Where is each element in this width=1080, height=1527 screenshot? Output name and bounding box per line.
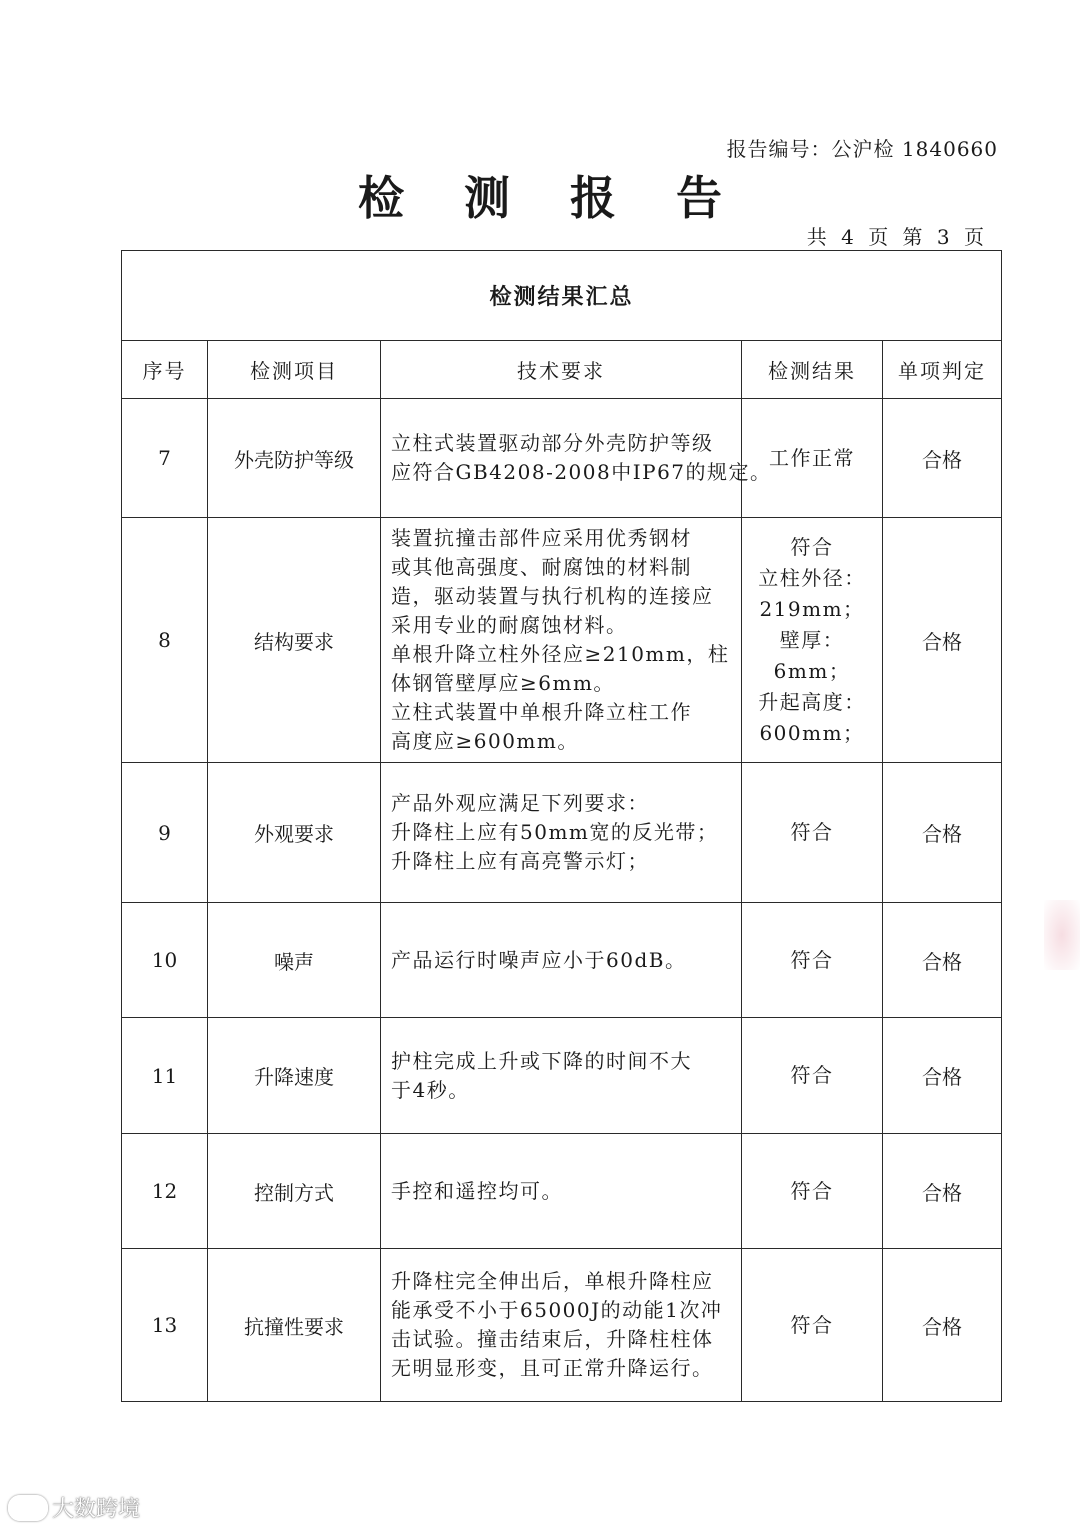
row-requirement bbox=[381, 903, 742, 1018]
row-requirement bbox=[381, 1018, 742, 1134]
row-verdict: 合格 bbox=[883, 763, 1002, 903]
result-line: 符合 bbox=[790, 1178, 834, 1203]
requirement-line: 或其他高强度、耐腐蚀的材料制 bbox=[391, 555, 692, 579]
row-verdict: 合格 bbox=[883, 518, 1002, 763]
requirement-line: 护柱完成上升或下降的时间不大 bbox=[391, 1048, 692, 1073]
row-result bbox=[742, 518, 883, 763]
row-number: 9 bbox=[122, 763, 208, 903]
row-item: 升降速度 bbox=[208, 1018, 381, 1134]
row-verdict: 合格 bbox=[883, 1249, 1002, 1402]
requirement-line: 高度应≥600mm。 bbox=[391, 729, 579, 753]
requirement-line: 采用专业的耐腐蚀材料。 bbox=[391, 613, 628, 637]
requirement-line: 立柱式装置驱动部分外壳防护等级 bbox=[391, 431, 714, 455]
requirement-line: 升降柱上应有高亮警示灯； bbox=[391, 849, 649, 873]
row-number: 8 bbox=[122, 518, 208, 763]
row-verdict: 合格 bbox=[883, 399, 1002, 518]
requirement-line: 装置抗撞击部件应采用优秀钢材 bbox=[391, 526, 692, 550]
table-row bbox=[122, 1249, 1002, 1402]
row-item: 外观要求 bbox=[208, 763, 381, 903]
result-line: 600mm； bbox=[759, 720, 865, 745]
row-number: 10 bbox=[122, 903, 208, 1018]
summary-title: 检测结果汇总 bbox=[122, 251, 1002, 341]
row-number: 11 bbox=[122, 1018, 208, 1134]
requirement-line: 立柱式装置中单根升降立柱工作 bbox=[391, 700, 692, 724]
row-verdict: 合格 bbox=[883, 903, 1002, 1018]
row-result bbox=[742, 399, 883, 518]
table-body bbox=[122, 399, 1002, 1402]
result-line: 符合 bbox=[790, 534, 834, 559]
row-requirement bbox=[381, 518, 742, 763]
row-item: 控制方式 bbox=[208, 1134, 381, 1249]
requirement-line: 单根升降立柱外径应≥210mm，柱 bbox=[391, 642, 730, 666]
result-line: 219mm； bbox=[759, 596, 865, 621]
result-line: 符合 bbox=[790, 1312, 834, 1337]
table-row bbox=[122, 1134, 1002, 1249]
requirement-line: 应符合GB4208-2008中IP67的规定。 bbox=[391, 460, 772, 484]
result-line: 符合 bbox=[790, 820, 834, 844]
row-number: 13 bbox=[122, 1249, 208, 1402]
watermark-text: 大数跨境 bbox=[52, 1497, 141, 1522]
column-header-requirement: 技术要求 bbox=[381, 341, 742, 399]
column-header-item: 检测项目 bbox=[208, 341, 381, 399]
requirement-line: 于4秒。 bbox=[391, 1077, 470, 1102]
requirement-line: 产品运行时噪声应小于60dB。 bbox=[391, 947, 687, 972]
table-row bbox=[122, 518, 1002, 763]
result-line: 符合 bbox=[790, 1063, 834, 1087]
result-line: 壁厚：6mm； bbox=[773, 627, 851, 683]
row-requirement bbox=[381, 1249, 742, 1402]
row-verdict: 合格 bbox=[883, 1018, 1002, 1134]
row-result bbox=[742, 903, 883, 1018]
row-requirement bbox=[381, 1134, 742, 1249]
result-line: 符合 bbox=[790, 947, 834, 972]
requirement-line: 产品外观应满足下列要求： bbox=[391, 791, 649, 815]
table-row bbox=[122, 399, 1002, 518]
table-row bbox=[122, 763, 1002, 903]
requirement-line: 升降柱上应有50mm宽的反光带； bbox=[391, 820, 719, 844]
requirement-line: 手控和遥控均可。 bbox=[391, 1178, 563, 1203]
row-result bbox=[742, 1249, 883, 1402]
row-number: 7 bbox=[122, 399, 208, 518]
page-count: 共 4 页 第 3 页 bbox=[806, 225, 988, 249]
requirement-line: 体钢管壁厚应≥6mm。 bbox=[391, 671, 615, 695]
row-requirement bbox=[381, 399, 772, 518]
document-title: 检 测 报 告 bbox=[357, 171, 745, 225]
row-item: 抗撞性要求 bbox=[208, 1249, 381, 1402]
requirement-line: 升降柱完全伸出后，单根升降柱应 bbox=[391, 1269, 714, 1293]
row-result bbox=[742, 763, 883, 903]
watermark-logo-icon bbox=[8, 1495, 48, 1521]
column-header-result: 检测结果 bbox=[742, 341, 883, 399]
row-item: 外壳防护等级 bbox=[208, 399, 381, 518]
row-verdict: 合格 bbox=[883, 1134, 1002, 1249]
table-row bbox=[122, 903, 1002, 1018]
result-line: 工作正常 bbox=[769, 445, 855, 470]
stamp-mark bbox=[1044, 900, 1080, 970]
row-result bbox=[742, 1018, 883, 1134]
requirement-line: 击试验。撞击结束后，升降柱柱体 bbox=[391, 1327, 714, 1351]
results-table bbox=[121, 250, 1002, 1402]
requirement-line: 能承受不小于65000J的动能1次冲 bbox=[391, 1298, 723, 1322]
row-item: 结构要求 bbox=[208, 518, 381, 763]
row-item: 噪声 bbox=[208, 903, 381, 1018]
column-header-no: 序号 bbox=[122, 341, 208, 399]
result-line: 立柱外径： bbox=[758, 565, 866, 590]
table-row bbox=[122, 1018, 1002, 1134]
requirement-line: 造，驱动装置与执行机构的连接应 bbox=[391, 584, 714, 608]
watermark bbox=[8, 1492, 140, 1523]
column-header-verdict: 单项判定 bbox=[883, 341, 1002, 399]
result-line: 升起高度： bbox=[758, 689, 866, 714]
row-result bbox=[742, 1134, 883, 1249]
row-number: 12 bbox=[122, 1134, 208, 1249]
requirement-line: 无明显形变，且可正常升降运行。 bbox=[391, 1356, 714, 1380]
report-number: 报告编号：公沪检 1840660 bbox=[726, 137, 998, 161]
row-requirement bbox=[381, 763, 742, 903]
